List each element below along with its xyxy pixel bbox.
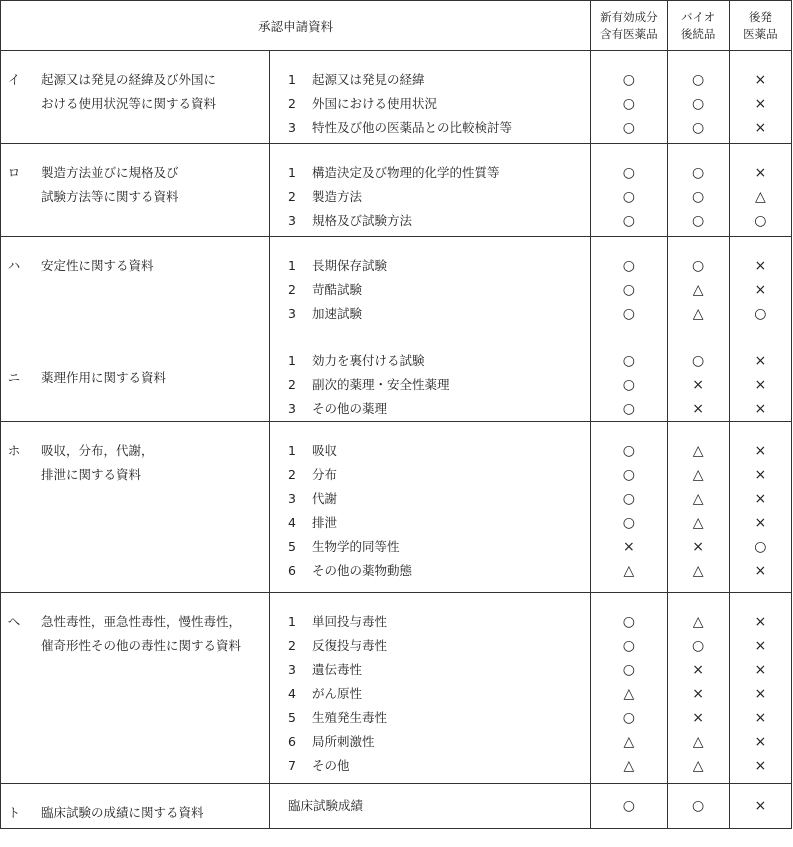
- mark-generic: ×: [754, 258, 767, 274]
- item-number: 3: [288, 213, 296, 228]
- mark-new: ○: [622, 282, 635, 298]
- mark-cell-bio: [667, 422, 729, 593]
- item-label: 生殖発生毒性: [312, 710, 388, 725]
- item-number: 1: [288, 614, 296, 629]
- list-item: [288, 349, 590, 373]
- header-title: 承認申請資料: [1, 1, 591, 51]
- item-number: 2: [288, 282, 296, 297]
- mark-bio: ○: [692, 72, 705, 88]
- mark-cell-bio: [667, 237, 729, 422]
- item-label: 局所刺激性: [312, 734, 375, 749]
- category-cell: [1, 422, 270, 593]
- header-new-active-ingredient: [591, 1, 667, 51]
- category-cell: [1, 784, 270, 829]
- category-cell: [1, 593, 270, 784]
- category-heading: [1, 51, 269, 116]
- table-row: [1, 51, 792, 144]
- table-row: [1, 422, 792, 593]
- category-text-line: 薬理作用に関する資料: [41, 370, 167, 385]
- category-heading: [1, 593, 269, 658]
- item-label: 単回投与毒性: [312, 614, 388, 629]
- item-label: 製造方法: [312, 189, 363, 204]
- mark-bio: ○: [692, 189, 705, 205]
- mark-new: △: [623, 686, 635, 702]
- item-label: その他の薬理: [312, 401, 388, 416]
- category-text-line: 安定性に関する資料: [41, 258, 154, 273]
- list-item: [288, 730, 590, 754]
- mark-new: △: [623, 734, 635, 750]
- item-number: 4: [288, 686, 296, 701]
- list-item: [288, 92, 590, 116]
- mark-bio: △: [692, 467, 704, 483]
- list-item: [288, 373, 590, 397]
- mark-new: ○: [622, 443, 635, 459]
- list-item: [288, 463, 590, 487]
- item-number: 1: [288, 165, 296, 180]
- category-letter: ニ: [7, 370, 21, 385]
- mark-generic: ×: [754, 282, 767, 298]
- mark-bio: ○: [692, 798, 705, 814]
- item-label: 臨床試験成績: [288, 798, 364, 813]
- item-label: その他の薬物動態: [312, 563, 413, 578]
- mark-cell-generic: [729, 784, 791, 829]
- item-number: 7: [288, 758, 296, 773]
- mark-cell-bio: [667, 593, 729, 784]
- category-heading: [1, 237, 269, 278]
- list-item: [288, 706, 590, 730]
- mark-new: ○: [622, 258, 635, 274]
- item-label: 起源又は発見の経緯: [312, 72, 425, 87]
- mark-cell-generic: [729, 593, 791, 784]
- mark-generic: ○: [754, 213, 767, 229]
- category-heading: [1, 422, 269, 487]
- items-cell: [270, 144, 591, 237]
- mark-bio: ×: [692, 686, 704, 702]
- mark-new: ○: [622, 306, 635, 322]
- mark-new: ○: [622, 120, 635, 136]
- item-label: 構造決定及び物理的化学的性質等: [312, 165, 500, 180]
- item-number: 2: [288, 467, 296, 482]
- item-label: 分布: [312, 467, 338, 482]
- item-number: 2: [288, 638, 296, 653]
- list-item: [288, 535, 590, 559]
- mark-bio: △: [692, 758, 704, 774]
- item-label: 加速試験: [312, 306, 363, 321]
- mark-generic: ×: [754, 798, 767, 814]
- mark-generic: ×: [754, 120, 767, 136]
- items-cell: [270, 422, 591, 593]
- list-item: [288, 278, 590, 302]
- list-item: [288, 209, 590, 233]
- mark-new: ○: [622, 798, 635, 814]
- mark-generic: ×: [754, 165, 767, 181]
- item-label: 吸収: [312, 443, 338, 458]
- list-item: [288, 559, 590, 583]
- category-heading: [1, 278, 269, 390]
- item-label: 生物学的同等性: [312, 539, 400, 554]
- mark-generic: ×: [754, 686, 767, 702]
- list-item: [288, 754, 590, 778]
- mark-new: ○: [622, 377, 635, 393]
- mark-generic: ×: [754, 734, 767, 750]
- category-text: [27, 254, 269, 278]
- category-text-line: 臨床試験の成績に関する資料: [41, 805, 204, 820]
- mark-new: ○: [622, 710, 635, 726]
- mark-bio: ×: [692, 377, 704, 393]
- list-item: [288, 68, 590, 92]
- mark-cell-generic: [729, 144, 791, 237]
- mark-generic: ×: [754, 443, 767, 459]
- mark-cell-bio: [667, 51, 729, 144]
- category-text-line: 吸収，分布，代謝，: [41, 443, 154, 458]
- mark-cell-new: [591, 144, 667, 237]
- mark-cell-generic: [729, 51, 791, 144]
- mark-generic: ×: [754, 353, 767, 369]
- mark-generic: ○: [754, 306, 767, 322]
- category-heading: [1, 144, 269, 209]
- mark-new: ○: [622, 638, 635, 654]
- category-text: [27, 439, 269, 487]
- mark-cell-bio: [667, 784, 729, 829]
- mark-bio: ○: [692, 213, 705, 229]
- mark-bio: ×: [692, 710, 704, 726]
- list-item: [288, 116, 590, 140]
- mark-new: ○: [622, 189, 635, 205]
- mark-bio: ○: [692, 96, 705, 112]
- list-item: [288, 634, 590, 658]
- mark-new: ○: [622, 213, 635, 229]
- table-row: [1, 593, 792, 784]
- mark-generic: ×: [754, 515, 767, 531]
- mark-bio: ○: [692, 353, 705, 369]
- mark-generic: ×: [754, 710, 767, 726]
- mark-bio: △: [692, 491, 704, 507]
- mark-generic: ×: [754, 758, 767, 774]
- header-generic-line1: 後発: [748, 9, 772, 24]
- item-number: 2: [288, 377, 296, 392]
- mark-bio: △: [692, 282, 704, 298]
- item-label: 苛酷試験: [312, 282, 363, 297]
- item-number: 2: [288, 189, 296, 204]
- item-label: その他: [312, 758, 350, 773]
- header-new-line1: 新有効成分: [600, 9, 658, 24]
- category-text-line: 起源又は発見の経緯及び外国に: [41, 72, 217, 87]
- item-number: 1: [288, 443, 296, 458]
- mark-bio: ○: [692, 258, 705, 274]
- category-cell: [1, 144, 270, 237]
- items-cell: [270, 784, 591, 829]
- mark-generic: ×: [754, 614, 767, 630]
- items-cell: [270, 51, 591, 144]
- mark-new: ○: [622, 467, 635, 483]
- list-item: [288, 397, 590, 421]
- mark-cell-new: [591, 784, 667, 829]
- list-item: [288, 185, 590, 209]
- category-text-line: 急性毒性，亜急性毒性，慢性毒性，: [41, 614, 242, 629]
- mark-cell-new: [591, 593, 667, 784]
- mark-new: △: [623, 563, 635, 579]
- item-number: 5: [288, 539, 296, 554]
- mark-generic: ×: [754, 662, 767, 678]
- mark-bio: ○: [692, 165, 705, 181]
- item-label: 外国における使用状況: [312, 96, 438, 111]
- item-label: 副次的薬理・安全性薬理: [312, 377, 450, 392]
- mark-new: ○: [622, 353, 635, 369]
- item-label: 規格及び試験方法: [312, 213, 413, 228]
- mark-bio: △: [692, 614, 704, 630]
- list-item: [288, 658, 590, 682]
- item-number: 1: [288, 353, 296, 368]
- item-number: 1: [288, 72, 296, 87]
- item-number: 3: [288, 662, 296, 677]
- mark-generic: ×: [754, 96, 767, 112]
- item-label: 特性及び他の医薬品との比較検討等: [312, 120, 513, 135]
- category-letter: イ: [7, 72, 21, 87]
- mark-generic: ×: [754, 467, 767, 483]
- category-heading: [1, 784, 269, 825]
- mark-bio: ×: [692, 539, 704, 555]
- category-text-line: おける使用状況等に関する資料: [41, 96, 217, 111]
- item-label: 排泄: [312, 515, 338, 530]
- header-bio-line2: 後続品: [680, 26, 716, 41]
- item-number: 3: [288, 306, 296, 321]
- list-item: [288, 161, 590, 185]
- item-label: 効力を裏付ける試験: [312, 353, 425, 368]
- mark-new: ○: [622, 165, 635, 181]
- items-cell: [270, 237, 591, 422]
- item-number: 6: [288, 563, 296, 578]
- mark-cell-generic: [729, 422, 791, 593]
- category-letter: ホ: [7, 443, 21, 458]
- category-text: [27, 366, 269, 390]
- item-number: 6: [288, 734, 296, 749]
- list-item: [288, 302, 590, 326]
- mark-generic: ×: [754, 491, 767, 507]
- item-number: 3: [288, 401, 296, 416]
- mark-cell-new: [591, 237, 667, 422]
- header-bio-line1: バイオ: [681, 9, 716, 24]
- list-item: [288, 439, 590, 463]
- category-letter: ハ: [7, 258, 21, 273]
- item-number: 2: [288, 96, 296, 111]
- mark-cell-new: [591, 422, 667, 593]
- mark-bio: ×: [692, 401, 704, 417]
- category-letter: ロ: [7, 165, 21, 180]
- list-item: [288, 682, 590, 706]
- category-text-line: 催奇形性その他の毒性に関する資料: [41, 638, 242, 653]
- header-biosimilar: [667, 1, 729, 51]
- mark-generic: ×: [754, 638, 767, 654]
- mark-new: ○: [622, 96, 635, 112]
- items-cell: [270, 593, 591, 784]
- table-row: [1, 784, 792, 829]
- table-body: [1, 51, 792, 829]
- item-label: 反復投与毒性: [312, 638, 388, 653]
- table-row: [1, 237, 792, 422]
- category-text-line: 排泄に関する資料: [41, 467, 142, 482]
- item-number: 4: [288, 515, 296, 530]
- list-item: [288, 511, 590, 535]
- table-row: [1, 144, 792, 237]
- mark-new: ○: [622, 515, 635, 531]
- mark-generic: ×: [754, 72, 767, 88]
- category-text-line: 製造方法並びに規格及び: [41, 165, 179, 180]
- mark-cell-generic: [729, 237, 791, 422]
- mark-cell-new: [591, 51, 667, 144]
- item-label: 遺伝毒性: [312, 662, 363, 677]
- mark-bio: ○: [692, 638, 705, 654]
- category-letter: ト: [7, 805, 21, 820]
- mark-bio: △: [692, 563, 704, 579]
- mark-new: ○: [622, 72, 635, 88]
- header-new-line2: 含有医薬品: [600, 26, 658, 41]
- mark-new: ○: [622, 614, 635, 630]
- mark-bio: △: [692, 734, 704, 750]
- item-number: 1: [288, 258, 296, 273]
- mark-generic: △: [754, 189, 766, 205]
- header-row: [1, 1, 792, 51]
- category-text: [27, 161, 269, 209]
- item-number: 5: [288, 710, 296, 725]
- category-text: [27, 68, 269, 116]
- list-item: [288, 487, 590, 511]
- category-text: [27, 610, 269, 658]
- category-text: [27, 801, 269, 825]
- category-text-line: 試験方法等に関する資料: [41, 189, 179, 204]
- mark-new: △: [623, 758, 635, 774]
- item-number: 3: [288, 491, 296, 506]
- item-number: 3: [288, 120, 296, 135]
- list-item: [288, 610, 590, 634]
- mark-cell-bio: [667, 144, 729, 237]
- item-label: 代謝: [312, 491, 338, 506]
- item-label: 長期保存試験: [312, 258, 388, 273]
- list-item: [288, 794, 590, 818]
- mark-bio: ○: [692, 120, 705, 136]
- mark-generic: ×: [754, 563, 767, 579]
- mark-bio: △: [692, 306, 704, 322]
- list-item: [288, 254, 590, 278]
- mark-generic: ○: [754, 539, 767, 555]
- mark-new: ○: [622, 662, 635, 678]
- mark-generic: ×: [754, 401, 767, 417]
- mark-bio: △: [692, 515, 704, 531]
- item-label: がん原性: [312, 686, 363, 701]
- category-cell: [1, 51, 270, 144]
- mark-new: ×: [622, 539, 635, 555]
- mark-generic: ×: [754, 377, 767, 393]
- mark-bio: ×: [692, 662, 704, 678]
- mark-new: ○: [622, 491, 635, 507]
- category-cell: [1, 237, 270, 422]
- category-letter: へ: [7, 614, 21, 629]
- header-generic: [729, 1, 791, 51]
- mark-new: ○: [622, 401, 635, 417]
- header-generic-line2: 医薬品: [743, 26, 778, 41]
- mark-bio: △: [692, 443, 704, 459]
